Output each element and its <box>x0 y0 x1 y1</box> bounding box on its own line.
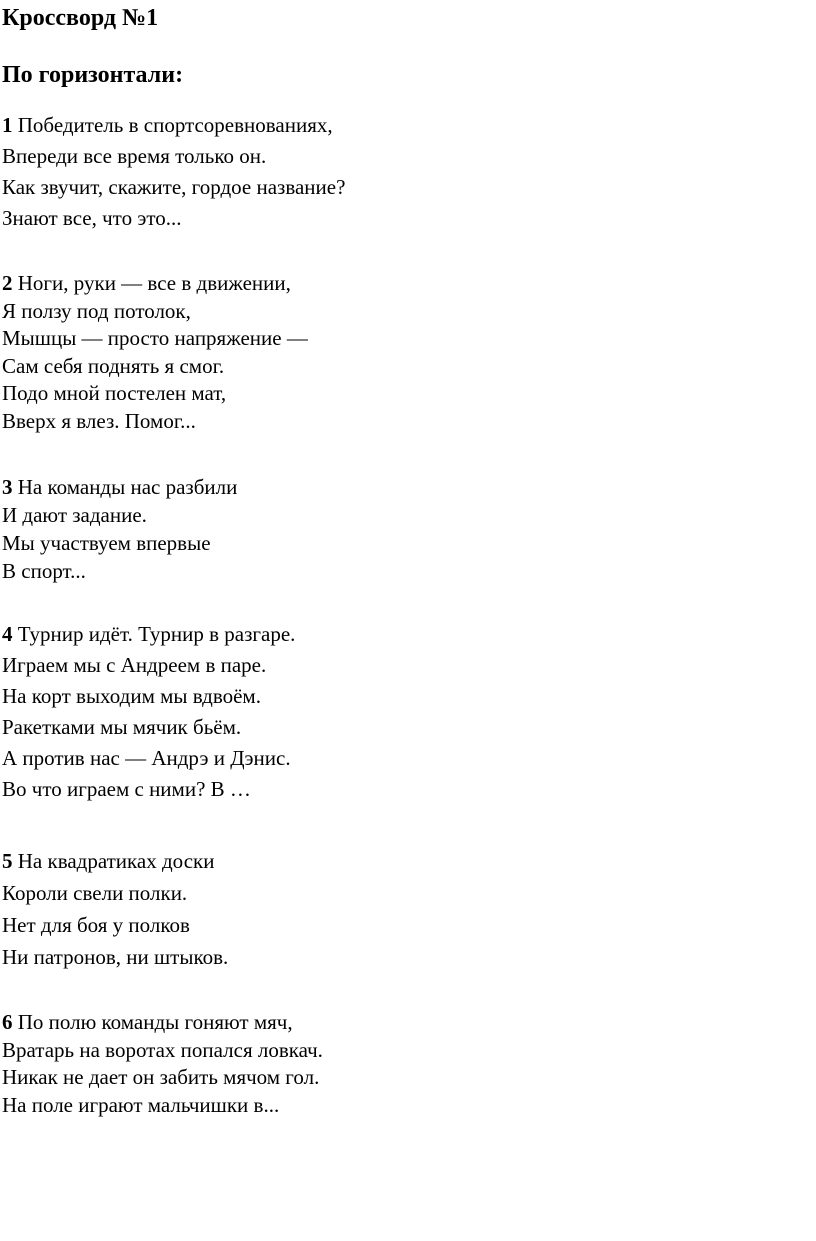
riddle-line: Во что играем с ними? В … <box>2 777 251 801</box>
riddle-number: 2 <box>2 271 13 295</box>
riddle-line: Мышцы — просто напряжение — <box>2 326 308 350</box>
riddle-line <box>2 110 345 141</box>
riddle-line: Знают все, что это... <box>2 206 182 230</box>
riddle-number: 5 <box>2 849 13 873</box>
riddle-6 <box>2 1009 323 1119</box>
riddle-line <box>2 619 295 650</box>
riddle-line: Короли свели полки. <box>2 881 188 905</box>
riddle-line: Вратарь на воротах попался ловкач. <box>2 1037 323 1062</box>
riddle-line: Мы участвуем впервые <box>2 531 211 555</box>
riddle-first-line-text: На команды нас разбили <box>12 475 238 499</box>
riddle-number: 6 <box>2 1010 13 1034</box>
riddle-first-line-text: Ноги, руки — все в движении, <box>12 271 291 295</box>
riddle-line: И дают задание. <box>2 503 147 527</box>
riddle-line: Ракетками мы мячик бьём. <box>2 715 242 739</box>
crossword-title: Кроссворд №1 <box>2 5 159 31</box>
riddle-line: Ни патронов, ни штыков. <box>2 945 229 969</box>
across-heading: По горизонтали: <box>2 62 184 88</box>
riddle-1 <box>2 110 345 234</box>
riddle-number: 4 <box>2 622 13 646</box>
riddle-line: Подо мной постелен мат, <box>2 381 227 405</box>
riddle-4 <box>2 619 295 805</box>
riddle-line: Никак не дает он забить мячом гол. <box>2 1065 320 1089</box>
riddle-line <box>2 270 308 298</box>
riddle-2 <box>2 270 308 435</box>
riddle-line: Впереди все время только он. <box>2 144 267 168</box>
riddle-line: А против нас — Андрэ и Дэнис. <box>2 746 291 770</box>
riddle-line: Нет для боя у полков <box>2 913 190 937</box>
riddle-line: Я ползу под потолок, <box>2 298 191 323</box>
riddle-line: Вверх я влез. Помог... <box>2 408 196 433</box>
riddle-line: Играем мы с Андреем в паре. <box>2 653 267 677</box>
riddle-first-line-text: Победитель в спортсоревнованиях, <box>12 113 333 137</box>
riddle-first-line-text: По полю команды гоняют мяч, <box>12 1010 293 1034</box>
riddle-line <box>2 473 237 501</box>
riddle-line <box>2 845 228 877</box>
riddle-first-line-text: Турнир идёт. Турнир в разгаре. <box>12 622 296 646</box>
riddle-3 <box>2 473 237 585</box>
riddle-first-line-text: На квадратиках доски <box>12 849 215 873</box>
riddle-number: 3 <box>2 475 13 499</box>
riddle-line: В спорт... <box>2 559 86 583</box>
riddle-line <box>2 1009 323 1037</box>
riddle-line: На корт выходим мы вдвоём. <box>2 684 261 708</box>
riddle-5 <box>2 845 228 973</box>
riddle-number: 1 <box>2 113 13 137</box>
riddle-line: Сам себя поднять я смог. <box>2 353 225 378</box>
riddle-line: На поле играют мальчишки в... <box>2 1092 280 1117</box>
riddle-line: Как звучит, скажите, гордое название? <box>2 175 346 199</box>
